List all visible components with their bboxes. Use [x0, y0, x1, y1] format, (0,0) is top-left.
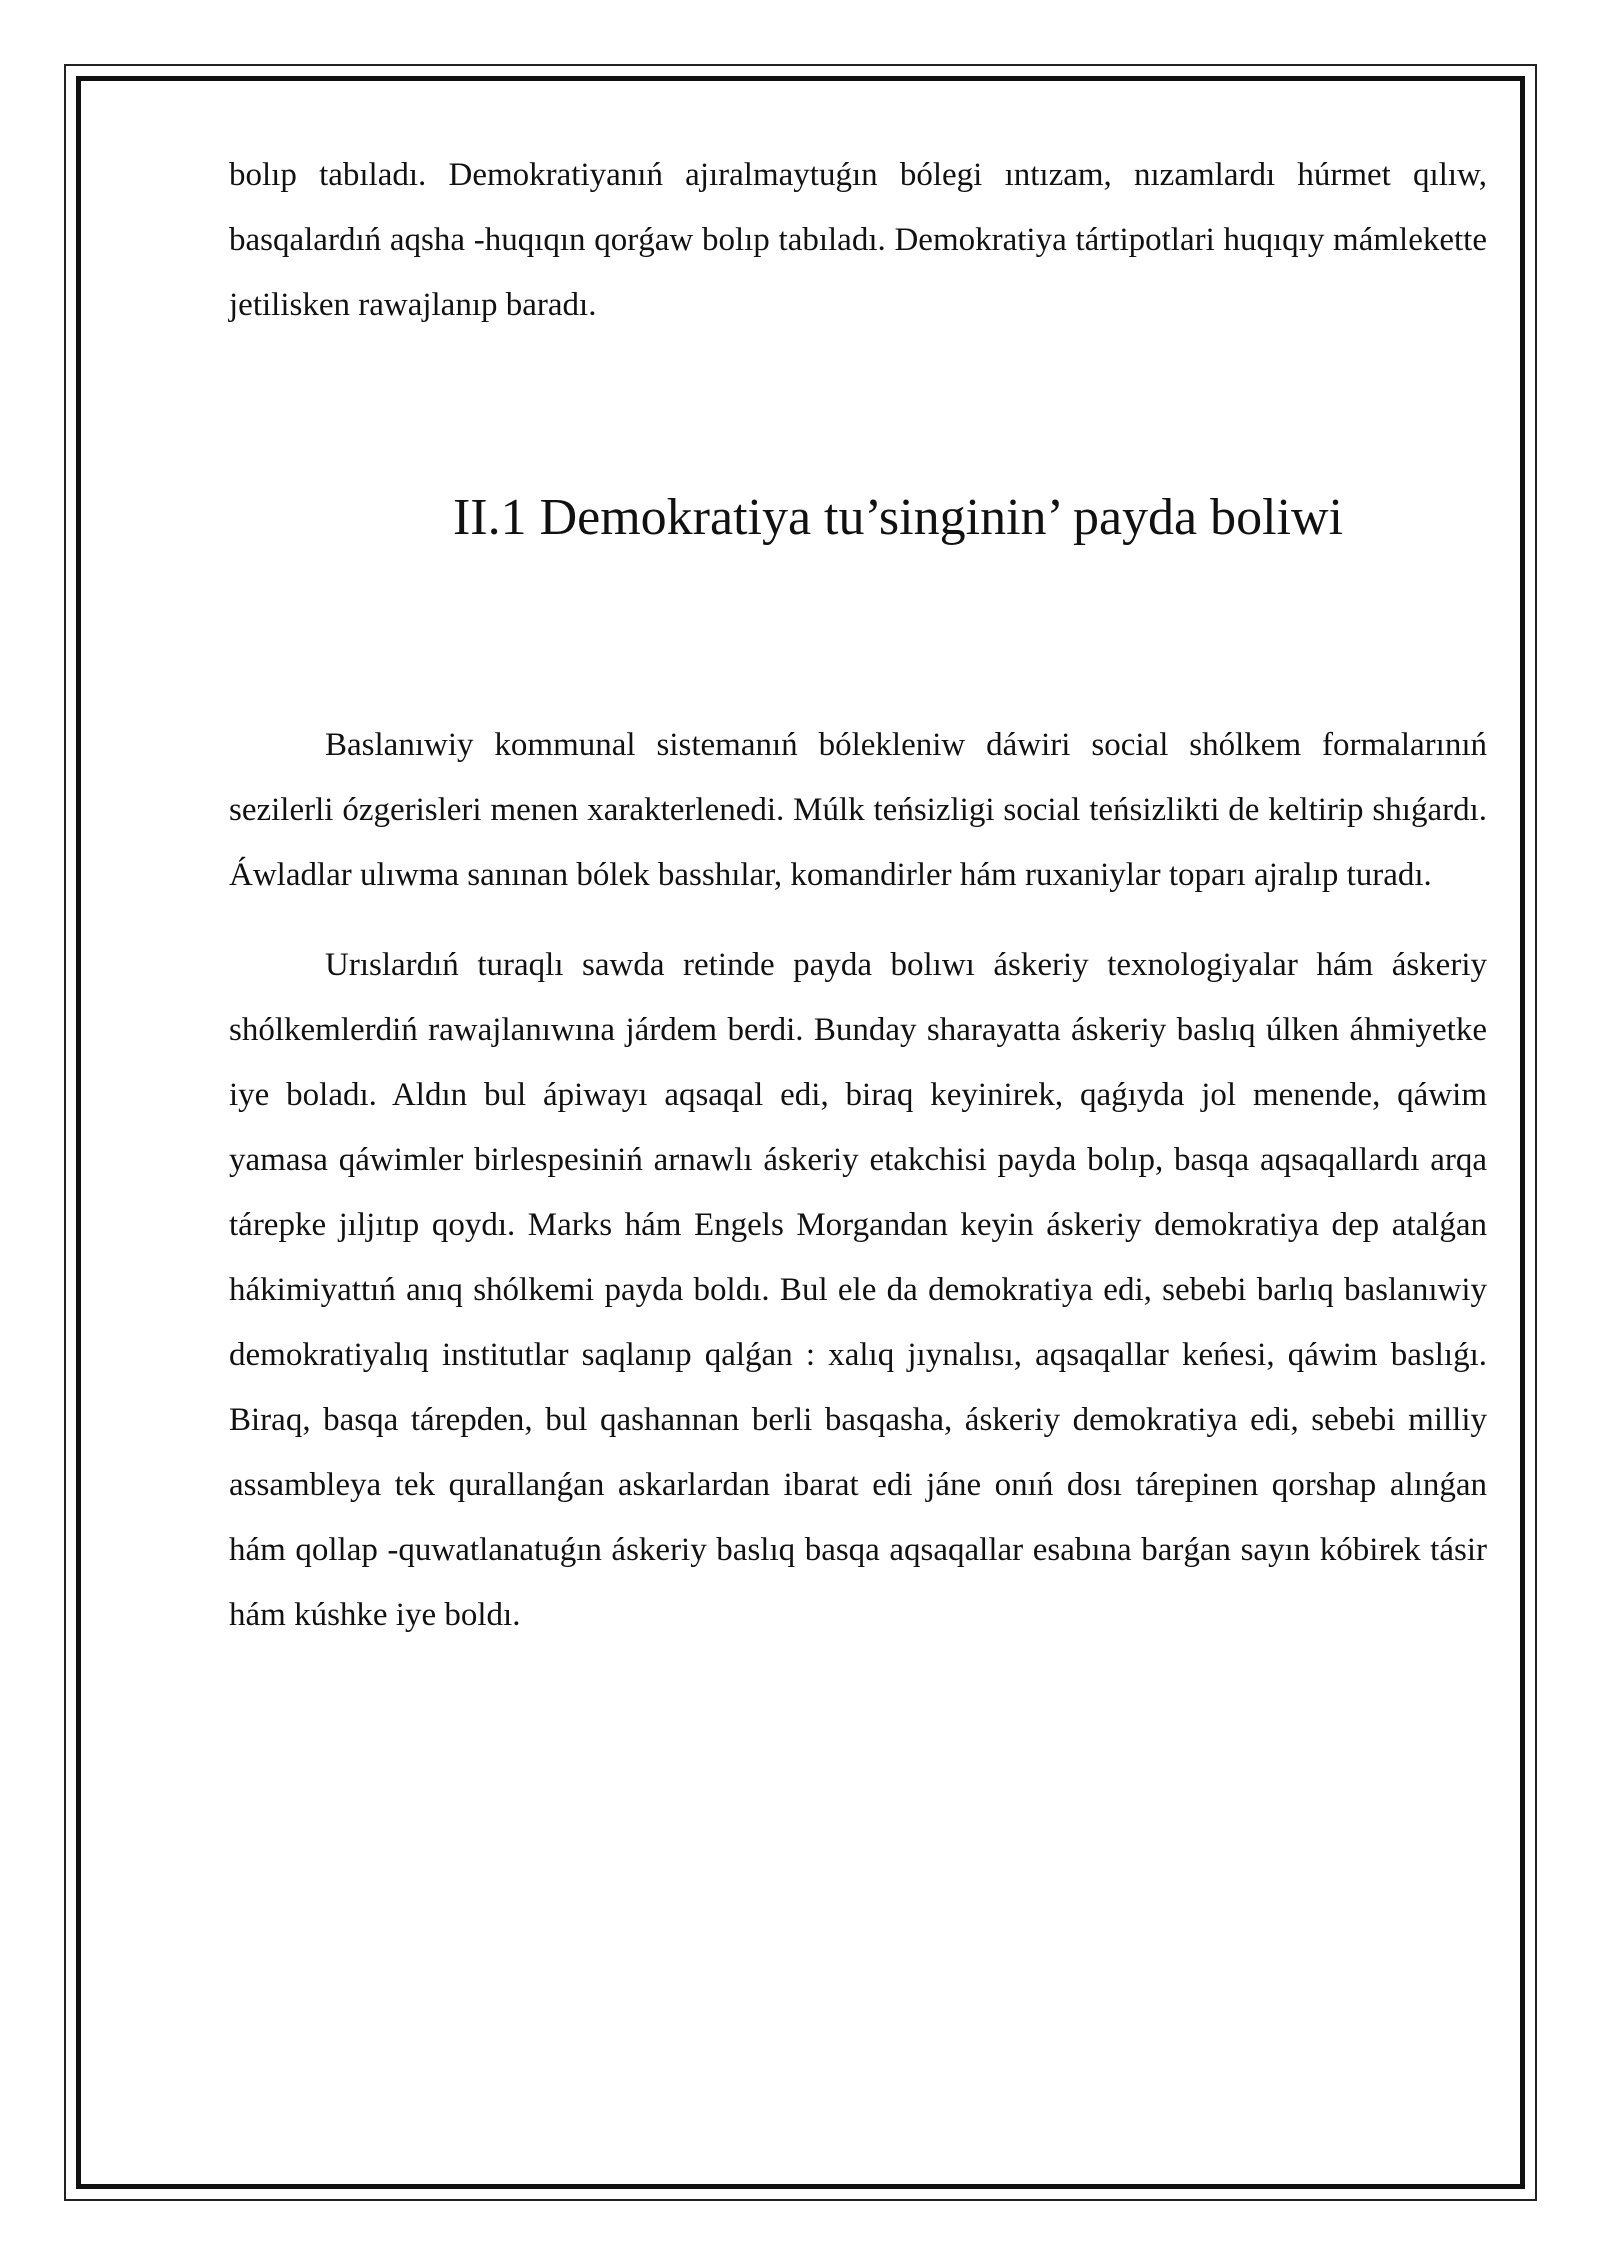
- paragraph-1: Baslanıwiy kommunal sistemanıń bólekleniw dáwiri social shólkem formalarınıń sezilerli ózgerisleri menen xarakterlenedi. Múlk teńsizligi social teńsizlikti de keltirip shıǵardı. Áwladlar ulıwma sanınan bólek basshılar, komandirler hám ruxaniylar toparı ajralıp turadı.: [229, 727, 1487, 893]
- page-content: [229, 143, 1487, 1648]
- paragraph-continued: bolıp tabıladı. Demokratiyanıń ajıralmaytuǵın bólegi ıntızam, nızamlardı húrmet qılıw, basqalardıń aqsha -huqıqın qorǵaw bolıp tabıladı. Demokratiya tártipotlari huqıqıy mámlekette jetilisken rawajlanıp baradı.: [229, 157, 1487, 323]
- paragraph-2: Urıslardıń turaqlı sawda retinde payda bolıwı áskeriy texnologiyalar hám áskeriy shólkemlerdiń rawajlanıwına járdem berdi. Bunday sharayatta áskeriy baslıq úlken áhmiyetke iye boladı. Aldın bul ápiwayı aqsaqal edi, biraq keyinirek, qaǵıyda jol menende, qáwim yamasa qáwimler birlespesiniń arnawlı áskeriy etakchisi payda bolıp, basqa aqsaqallardı arqa tárepke jıljıtıp qoydı. Marks hám Engels Morgandan keyin áskeriy demokratiya dep atalǵan hákimiyattıń anıq shólkemi payda boldı. Bul ele da demokratiya edi, sebebi barlıq baslanıwiy demokratiyalıq institutlar saqlanıp qalǵan : xalıq jıynalısı, aqsaqallar keńesi, qáwim baslıǵı. Biraq, basqa tárepden, bul qashannan berli basqasha, áskeriy demokratiya edi, sebebi milliy assambleya tek qurallanǵan askarlardan ibarat edi jáne onıń dosı tárepinen qorshap alınǵan hám qollap -quwatlanatuǵın áskeriy baslıq basqa aqsaqallar esabına barǵan sayın kóbirek tásir hám kúshke iye boldı.: [229, 947, 1487, 1633]
- section-heading-wrap: [229, 488, 1487, 548]
- section-heading: II.1 Demokratiya tu’singinin’ payda boliwi: [452, 489, 1344, 546]
